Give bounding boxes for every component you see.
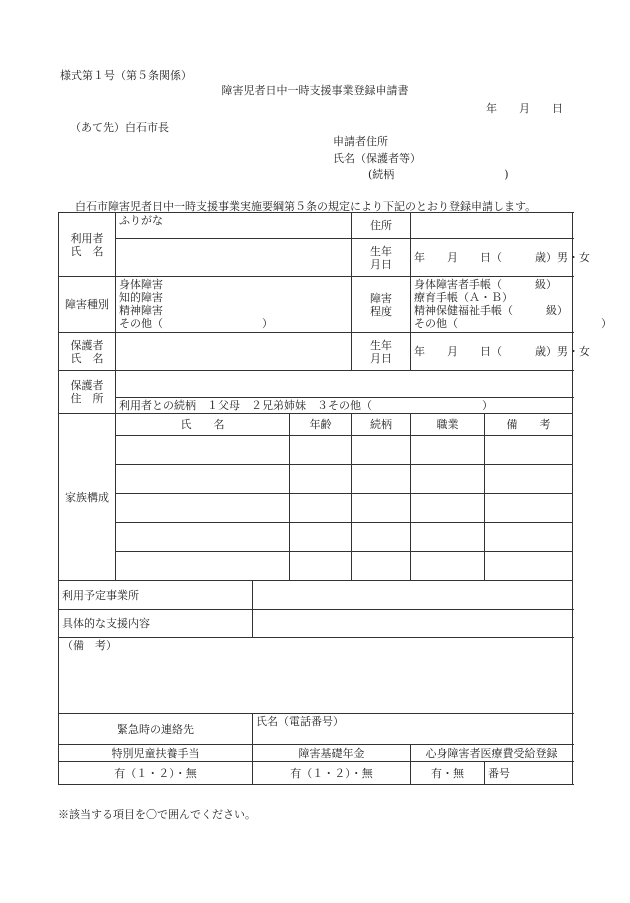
- intro-text: 白石市障害児者日中一時支援事業実施要綱第５条の規定により下記のとおり登録申請します。: [75, 200, 537, 213]
- user-furigana-field[interactable]: [116, 213, 352, 239]
- medical-registration-header: 心身障害者医療費受給登録: [411, 745, 573, 762]
- family-col-name: 氏 名: [116, 414, 290, 436]
- guardian-name-label: 保護者 氏 名: [59, 333, 116, 371]
- child-allowance-value[interactable]: 有（１・２）・無: [59, 762, 253, 785]
- guardian-relation-line[interactable]: 利用者との続柄 １父母 ２兄弟姉妹 ３その他（ ）: [116, 398, 573, 414]
- degree-mental-handbook: 精神保健福祉手帳（ 級）: [414, 304, 568, 317]
- applicant-address-label: 申請者住所: [333, 135, 388, 148]
- support-content-field[interactable]: [253, 610, 573, 638]
- disability-degree-label: 障害 程度: [352, 277, 411, 333]
- child-allowance-header: 特別児童扶養手当: [59, 745, 253, 762]
- form-number: 様式第１号（第５条関係）: [60, 69, 192, 82]
- user-name-label: [59, 213, 116, 277]
- emergency-label: 緊急時の連絡先: [59, 714, 253, 745]
- disability-pension-header: 障害基礎年金: [253, 745, 411, 762]
- family-col-occupation: 職業: [411, 414, 485, 436]
- family-row: [59, 436, 573, 465]
- applicant-name-label: 氏名（保護者等）: [333, 152, 421, 165]
- type-physical: 身体障害: [119, 278, 163, 291]
- degree-other: その他（ ）: [414, 317, 612, 330]
- guardian-birth-field[interactable]: 年 月 日（ 歳）男・女: [411, 333, 573, 371]
- degree-physical-handbook: 身体障害者手帳（ 級）: [414, 278, 557, 291]
- user-label-2: 氏 名: [70, 244, 104, 258]
- family-row: [59, 465, 573, 494]
- user-label-1: 利用者: [70, 231, 104, 245]
- type-intellectual: 知的障害: [119, 291, 163, 304]
- family-row: [59, 523, 573, 552]
- guardian-birth-label: 生年 月日: [352, 333, 411, 371]
- family-col-notes: 備 考: [485, 414, 573, 436]
- medical-registration-number[interactable]: 番号: [485, 762, 573, 785]
- addressee: （あて先）白石市長: [70, 121, 169, 134]
- date-line: 年 月 日: [486, 102, 563, 115]
- disability-pension-value[interactable]: 有（１・２）・無: [253, 762, 411, 785]
- remarks-label: （備 考）: [62, 639, 117, 652]
- user-address-label: 住所: [352, 213, 411, 239]
- furigana-label: ふりがな: [119, 214, 163, 227]
- disability-degree-options[interactable]: [411, 277, 612, 333]
- guardian-name-field[interactable]: [116, 333, 352, 371]
- family-label: 家族構成: [59, 414, 116, 581]
- family-row: [59, 552, 573, 581]
- family-row: [59, 494, 573, 523]
- support-content-label: 具体的な支援内容: [59, 610, 253, 638]
- family-col-relation: 続柄: [352, 414, 411, 436]
- guardian-address-label: 保護者 住 所: [59, 371, 116, 414]
- disability-type-label: 障害種別: [59, 277, 116, 333]
- degree-ryoiku-handbook: 療育手帳（Ａ・Ｂ）: [414, 291, 513, 304]
- footnote: ※該当する項目を〇で囲んでください。: [58, 808, 256, 821]
- family-col-age: 年齢: [290, 414, 352, 436]
- application-table: [58, 212, 612, 785]
- type-other: その他（ ）: [119, 317, 273, 330]
- disability-type-options[interactable]: [116, 277, 352, 333]
- medical-registration-value[interactable]: 有・無: [411, 762, 485, 785]
- emergency-field[interactable]: [253, 714, 573, 745]
- planned-provider-field[interactable]: [253, 581, 573, 610]
- remarks-field[interactable]: [59, 638, 573, 714]
- emergency-name-phone: 氏名（電話番号）: [256, 715, 344, 728]
- form-title: 障害児者日中一時支援事業登録申請書: [221, 84, 409, 97]
- user-name-field[interactable]: [116, 239, 352, 277]
- type-mental: 精神障害: [119, 304, 163, 317]
- planned-provider-label: 利用予定事業所: [59, 581, 253, 610]
- guardian-address-field[interactable]: [116, 371, 573, 398]
- user-birth-label: 生年 月日: [352, 239, 411, 277]
- applicant-relation: (続柄 ): [368, 168, 509, 181]
- user-address-field[interactable]: [411, 213, 573, 239]
- user-birth-field[interactable]: 年 月 日（ 歳）男・女: [411, 239, 573, 277]
